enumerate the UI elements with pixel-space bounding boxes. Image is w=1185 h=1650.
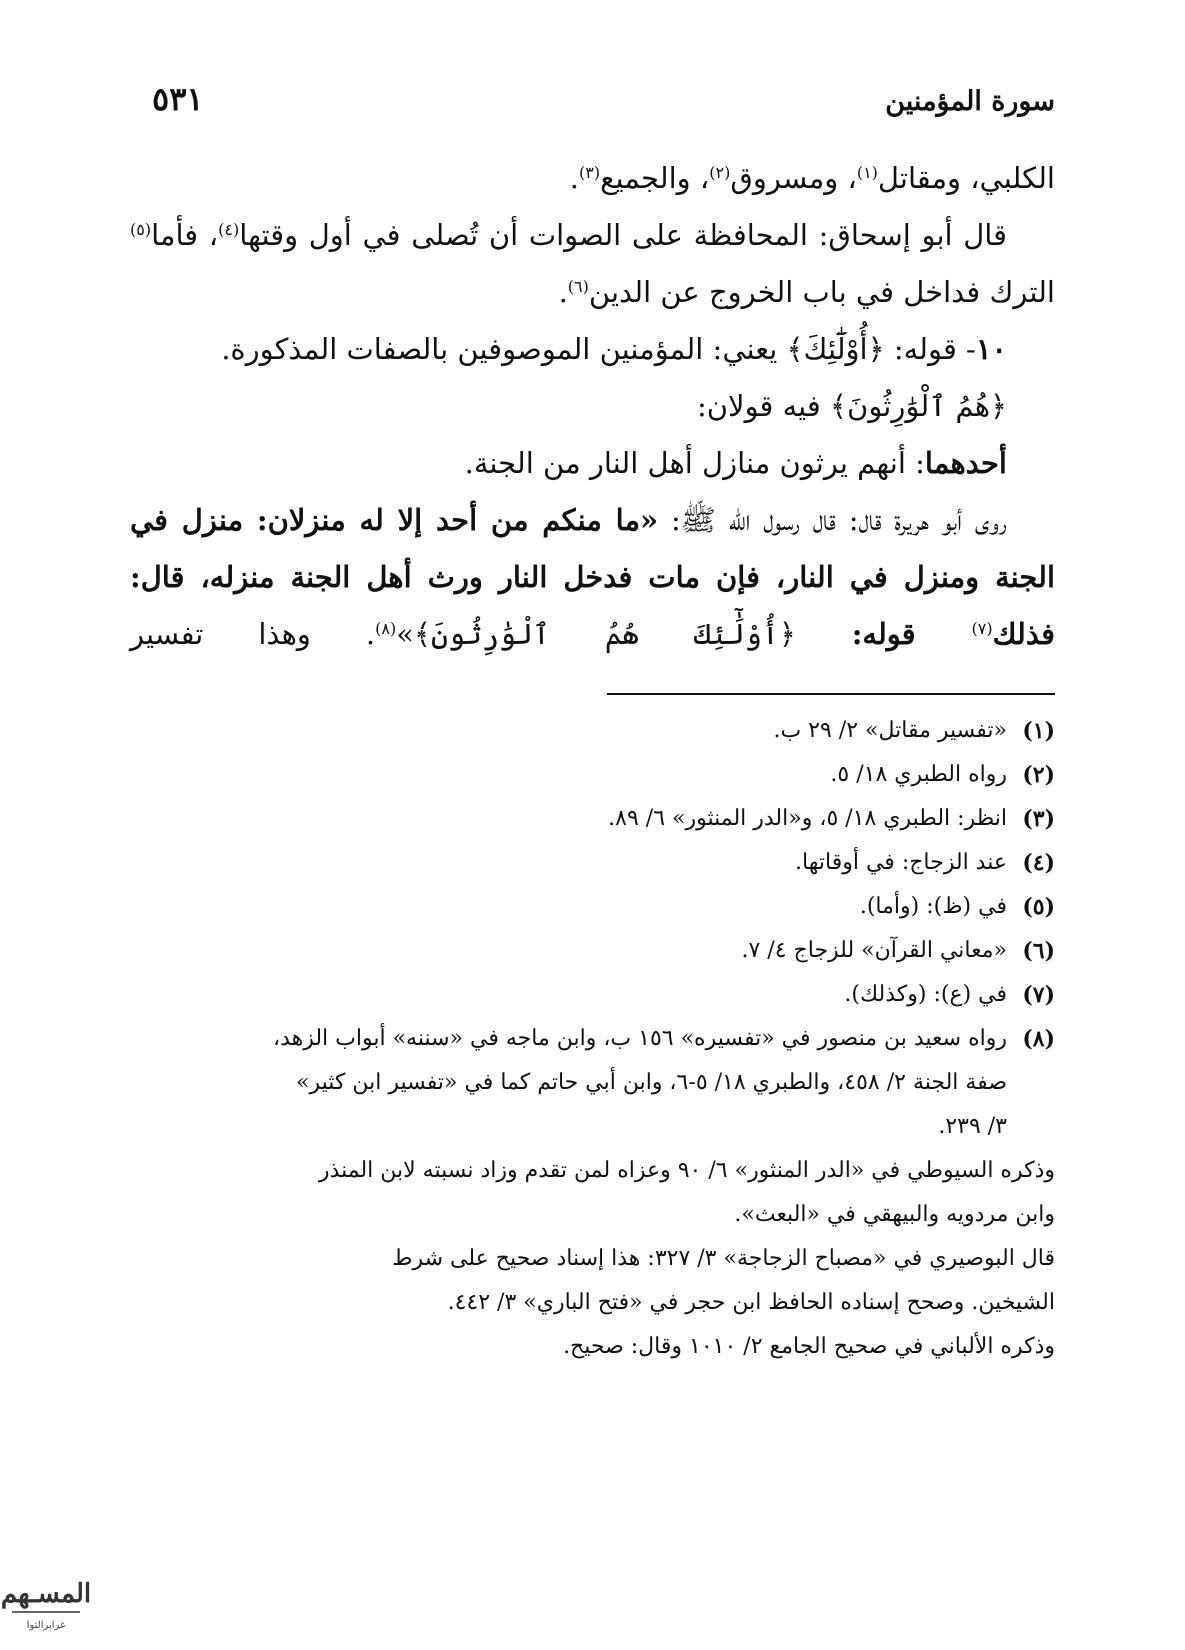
footnote-line: وذكره السيوطي في «الدر المنثور» ٦/ ٩٠ وعزاه لمن تقدم وزاد نسبته لابن المنذر — [318, 1158, 1055, 1183]
footnote-text — [130, 929, 1007, 973]
page-header — [130, 80, 1055, 140]
logo-subtext: غرابرالتوا — [26, 1620, 66, 1631]
text-segment: الترك فداخل في باب الخروج عن الدين — [588, 275, 1055, 309]
footnote-line: الشيخين. وصحح إسناده الحافظ ابن حجر في «فتح الباري» ٣/ ٤٤٢. — [447, 1290, 1055, 1315]
footnote-number: (١) — [1022, 718, 1055, 744]
footnote-ref-1: (١) — [856, 163, 878, 182]
footnote-text — [130, 885, 1007, 929]
footnote-ref-7: (٧) — [971, 619, 993, 638]
text-segment: - قوله: — [884, 332, 976, 366]
footnote-text — [130, 973, 1007, 1017]
text-segment: » — [396, 617, 414, 651]
footnote-number: (٧) — [1022, 982, 1055, 1008]
footnote-number: (٦) — [1022, 938, 1055, 964]
footnote-line: وابن مردويه والبيهقي في «البعث». — [734, 1202, 1055, 1227]
text-segment: يعني: المؤمنين الموصوفين بالصفات المذكورة. — [221, 332, 787, 366]
text-segment: فيه قولان: — [696, 389, 831, 423]
paragraph-2 — [130, 207, 1055, 321]
footnote-line: في (ع): (وكذلك). — [844, 982, 1007, 1007]
footnote-line: صفة الجنة ٢/ ٤٥٨، والطبري ١٨/ ٥-٦، وابن أبي حاتم كما في «تفسير ابن كثير» — [296, 1070, 1007, 1095]
footnote-line: في (ظ): (وأما). — [859, 894, 1007, 919]
footnotes — [130, 709, 1055, 1369]
text-segment: روى أبو هريرة قال: قال رسول الله ﷺ: — [658, 503, 1007, 537]
footnote-ref-8: (٨) — [375, 619, 397, 638]
footnote-text — [130, 753, 1007, 797]
footnote-line: ٣/ ٢٣٩. — [938, 1114, 1007, 1139]
hadith-text: «ما منكم من أحد إلا له منزلان: منزل في الجنة ومنزل في النار، فإن مات فدخل النار ورث أهل الجنة منزله، قال: فذلك — [130, 503, 1055, 651]
paragraph-3 — [130, 321, 1055, 378]
text-segment: . — [558, 275, 568, 309]
quran-quote: ﴿أُوْلَٰٓئِكَ﴾ — [786, 332, 885, 366]
text-segment: ، ومسروق — [730, 161, 857, 195]
footnote-ref-4: (٤) — [218, 220, 240, 239]
paragraph-6 — [130, 492, 1055, 663]
text-segment: ، والجميع — [600, 161, 710, 195]
footnote-text — [130, 841, 1007, 885]
main-text — [130, 150, 1055, 663]
footnote-divider — [607, 693, 1055, 695]
footnote-number: (٢) — [1022, 762, 1055, 788]
footnote-number: (٤) — [1022, 850, 1055, 876]
footnote-ref-2: (٢) — [709, 163, 731, 182]
footnote-line: انظر: الطبري ١٨/ ٥، و«الدر المنثور» ٦/ ٨٩. — [608, 806, 1007, 831]
footnote-line: وذكره الألباني في صحيح الجامع ٢/ ١٠١٠ وقال: صحيح. — [563, 1334, 1055, 1359]
footnote-number: (٣) — [1022, 806, 1055, 832]
footnote-ref-3: (٣) — [578, 163, 601, 182]
footnote-number: (٨) — [1022, 1026, 1055, 1052]
text-segment: الكلبي، ومقاتل — [877, 161, 1055, 195]
quran-quote: ﴿هُمُ ٱلْوَٰرِثُونَ﴾ — [830, 389, 1007, 423]
footnote — [130, 1017, 1055, 1149]
verse-number: ١٠ — [975, 332, 1007, 366]
text-segment: : أنهم يرثون منازل أهل النار من الجنة. — [464, 446, 925, 480]
footnote — [130, 973, 1055, 1017]
footnote-text — [130, 1017, 1007, 1149]
surah-title: سورة المؤمنين — [885, 86, 1055, 117]
footnote-ref-5: (٥) — [130, 220, 152, 239]
footnote-line: «تفسير مقاتل» ٢/ ٢٩ ب. — [773, 718, 1007, 743]
footnote — [130, 797, 1055, 841]
footnote — [130, 885, 1055, 929]
footnote-number: (٥) — [1022, 894, 1055, 920]
library-logo-watermark — [0, 1560, 92, 1640]
footnote-line: «معاني القرآن» للزجاج ٤/ ٧. — [741, 938, 1007, 963]
footnote-line: رواه الطبري ١٨/ ٥. — [830, 762, 1007, 787]
bold-term: أحدهما — [924, 446, 1007, 480]
book-page — [130, 80, 1055, 1369]
footnote-line: قال البوصيري في «مصباح الزجاجة» ٣/ ٣٢٧: هذا إسناد صحيح على شرط — [392, 1246, 1055, 1271]
page-number: ٥٣١ — [152, 80, 204, 118]
hadith-text: قوله: — [795, 617, 972, 651]
text-segment: ، فأما — [151, 218, 219, 252]
footnote-ref-6: (٦) — [567, 277, 589, 296]
paragraph-5 — [130, 435, 1055, 492]
text-segment: . وهذا تفسير — [130, 617, 376, 651]
footnote — [130, 929, 1055, 973]
footnote — [130, 709, 1055, 753]
footnote — [130, 841, 1055, 885]
footnote-text — [130, 797, 1007, 841]
footnote-line: رواه سعيد بن منصور في «تفسيره» ١٥٦ ب، وابن ماجه في «سننه» أبواب الزهد، — [272, 1026, 1007, 1051]
quran-quote: ﴿أُوْلَٰٓئِكَ هُمُ ٱلْوَٰرِثُونَ﴾ — [413, 617, 796, 651]
logo-lettering: المسـهم — [0, 1579, 92, 1609]
footnote-line: عند الزجاج: في أوقاتها. — [795, 850, 1007, 875]
footnote-continuation — [130, 1149, 1055, 1369]
footnote-text — [130, 709, 1007, 753]
text-segment: قال أبو إسحاق: المحافظة على الصوات أن تُصلى في أول وقتها — [239, 218, 1007, 252]
paragraph-1 — [130, 150, 1055, 207]
footnote — [130, 753, 1055, 797]
text-segment: . — [569, 161, 579, 195]
paragraph-4 — [130, 378, 1055, 435]
